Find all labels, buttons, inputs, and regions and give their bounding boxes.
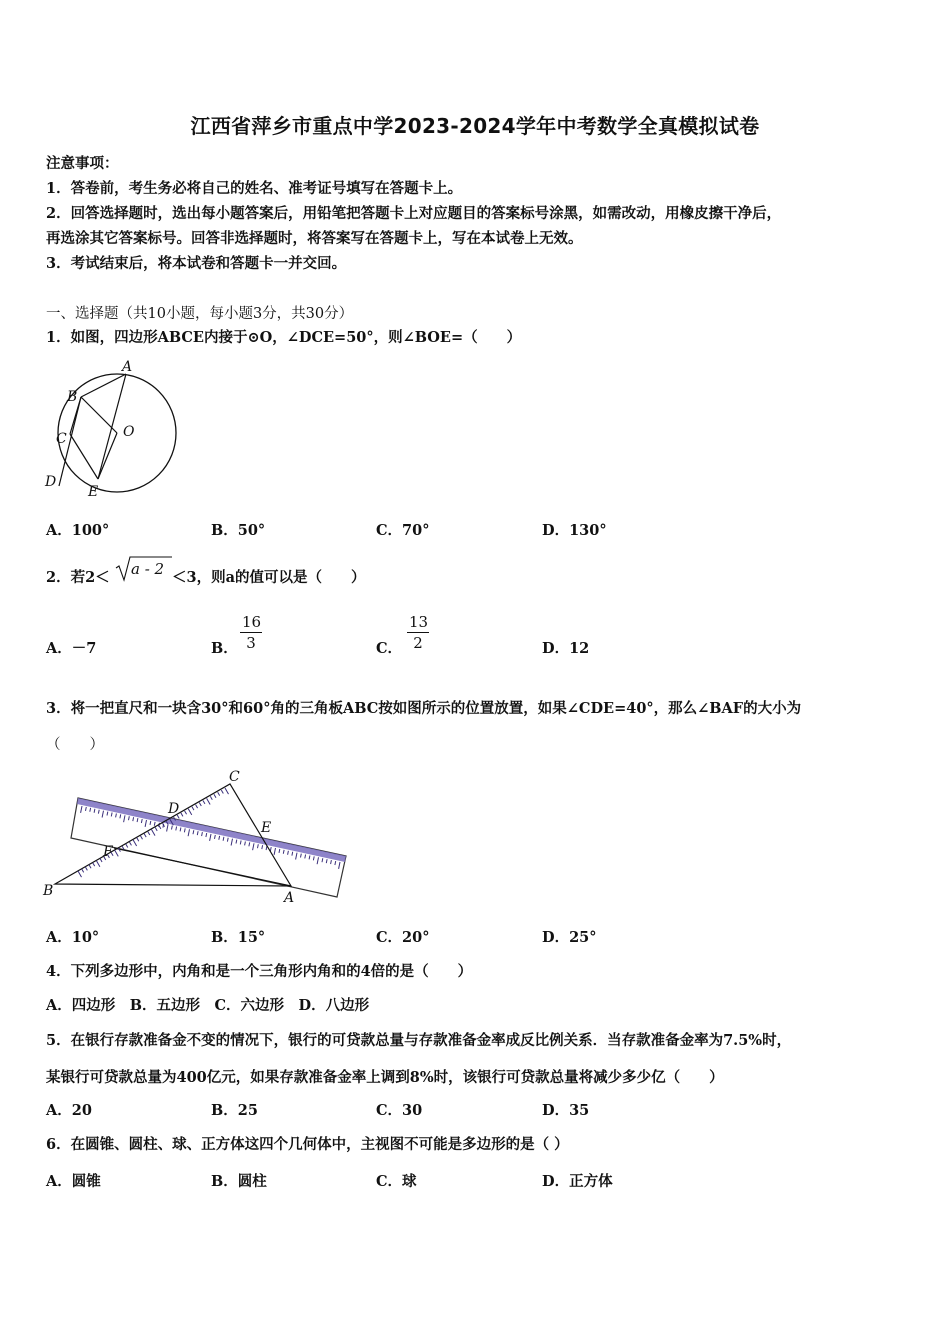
q1-label-b: B [67,389,78,405]
section-heading: 一、选择题（共10小题，每小题3分，共30分） [46,306,354,322]
ruler-tick [227,838,228,842]
q5-option-d: D．35 [542,1102,590,1119]
ruler-tick [102,811,103,818]
ruler-tick [78,871,82,877]
ruler-tick [301,854,302,858]
q3-triangle-ticks [78,788,229,877]
ruler-tick [240,841,241,845]
q1-label-c: C [56,431,67,447]
ruler-tick [193,830,194,834]
q1-label-o: O [123,424,135,440]
ruler-tick [145,820,146,827]
ruler-tick [100,859,102,862]
q2-option-b-numerator: 16 [242,613,262,631]
ruler-tick [231,839,232,846]
ruler-tick [262,845,263,849]
ruler-tick [144,834,146,837]
ruler-tick [197,831,198,835]
q1-option-c: C．70° [376,522,430,539]
ruler-tick [274,848,275,855]
ruler-tick [305,855,306,859]
ruler-tick [181,813,183,816]
q2-stem-pre: 2．若2＜ [46,569,110,586]
ruler-tick [140,836,142,839]
q4-stem: 4．下列多边形中，内角和是一个三角形内角和的4倍的是（ ） [46,963,473,980]
ruler-tick [150,821,151,825]
ruler-tick [120,814,121,818]
q3-label-c: C [229,769,240,785]
q1-label-d: D [45,474,57,490]
q1-chord-ce [70,434,98,479]
ruler-tick [207,798,211,804]
ruler-tick [155,827,157,830]
q1-radius-oe [98,433,117,479]
ruler-tick [159,825,161,828]
q3-ruler-triangle-figure [40,768,355,908]
q2-option-b-fraction [240,613,262,652]
q3-option-a: A．10° [46,929,100,946]
ruler-tick [210,834,211,841]
q5-stem-line2: 某银行可贷款总量为400亿元，如果存款准备金率上调到8%时，该银行可贷款总量将减少多少亿（ ） [46,1069,724,1086]
ruler-tick [215,835,216,839]
ruler-tick [313,856,314,860]
ruler-tick [85,867,87,870]
q2-option-c-fraction [407,613,429,652]
ruler-tick [203,800,205,803]
ruler-tick [202,832,203,836]
ruler-tick [335,861,336,865]
ruler-tick [258,844,259,848]
q5-stem-line1: 5．在银行存款准备金不变的情况下，银行的可贷款总量与存款准备金率成反比例关系．当存款准备金率为7.5%时， [46,1032,792,1049]
q6-option-d: D．正方体 [542,1173,613,1190]
ruler-tick [129,816,130,820]
ruler-tick [115,850,119,856]
ruler-tick [188,809,192,815]
ruler-tick [279,849,280,853]
ruler-tick [107,812,108,816]
q3-option-d: D．25° [542,929,597,946]
page-title: 江西省萍乡市重点中学2023-2024学年中考数学全真模拟试卷 [190,114,760,138]
q3-ruler-ticks [81,806,340,869]
ruler-tick [141,819,142,823]
ruler-tick [199,803,201,806]
notes-item: 1．答卷前，考生务必将自己的姓名、准考证号填写在答题卡上。 [46,180,463,197]
ruler-tick [221,790,223,793]
ruler-tick [339,862,340,869]
ruler-tick [210,796,212,799]
q3-option-c: C．20° [376,929,430,946]
q6-option-a: A．圆锥 [46,1173,101,1190]
ruler-tick [137,838,139,841]
ruler-tick [180,827,181,831]
ruler-tick [188,829,189,836]
ruler-tick [154,822,155,826]
ruler-tick [225,788,229,794]
ruler-tick [152,830,156,836]
ruler-tick [81,806,82,813]
q2-option-b-label: B． [211,640,238,657]
ruler-tick [219,836,220,840]
q1-circle-figure [40,358,190,503]
q2-option-c-label: C． [376,640,403,657]
ruler-tick [331,860,332,864]
notes-heading: 注意事项： [46,155,119,172]
ruler-tick [82,869,84,872]
ruler-tick [98,810,99,814]
ruler-tick [245,841,246,845]
ruler-tick [137,818,138,822]
ruler-tick [292,852,293,856]
ruler-tick [283,850,284,854]
q3-label-a: A [284,890,295,906]
ruler-tick [133,817,134,821]
ruler-tick [96,861,100,867]
q3-segment-af [114,848,291,886]
q3-label-d: D [168,801,180,817]
ruler-tick [111,813,112,817]
q3-ruler-edge [77,798,346,862]
ruler-tick [218,792,220,795]
q3-label-e: E [261,820,272,836]
ruler-tick [90,808,91,812]
notes-item: 3．考试结束后，将本试卷和答题卡一并交回。 [46,255,347,272]
q2-option-b-denominator: 3 [246,634,256,652]
ruler-tick [322,858,323,862]
ruler-tick [288,851,289,855]
ruler-tick [148,832,150,835]
q4-options: A．四边形 B．五边形 C．六边形 D．八边形 [46,997,370,1014]
ruler-tick [129,842,131,845]
ruler-tick [185,811,187,814]
q2-option-d: D．12 [542,640,590,657]
ruler-tick [309,855,310,859]
notes-item: 2．回答选择题时，选出每小题答案后，用铅笔把答题卡上对应题目的答案标号涂黑，如需改动，用橡皮擦干净后， [46,205,782,222]
q2-option-c-numerator: 13 [409,613,429,631]
q1-radius-ob [81,397,117,433]
q2-radicand: a - 2 [131,560,165,578]
q5-option-b: B．25 [211,1102,258,1119]
q3-label-b: B [43,883,54,899]
q1-stem: 1．如图，四边形ABCE内接于⊙O，∠DCE=50°，则∠BOE=（ ） [46,329,522,346]
q3-stem-line1: 3．将一把直尺和一块含30°和60°角的三角板ABC按如图所示的位置放置，如果∠CDE=40°，那么∠BAF的大小为 [46,700,802,717]
q6-stem: 6．在圆锥、圆柱、球、正方体这四个几何体中，主视图不可能是多边形的是（ ） [46,1136,569,1153]
q5-option-c: C．30 [376,1102,423,1119]
ruler-tick [236,840,237,844]
ruler-tick [266,846,267,850]
q1-label-e: E [88,484,99,500]
q5-option-a: A．20 [46,1102,92,1119]
q1-chord-ab [81,374,126,397]
ruler-tick [94,809,95,813]
q2-option-a: A．－7 [46,640,97,657]
ruler-tick [89,865,91,868]
ruler-tick [214,794,216,797]
ruler-tick [124,815,125,822]
ruler-tick [270,847,271,851]
q1-chord-ae [98,374,126,479]
ruler-tick [253,843,254,850]
ruler-tick [167,825,168,832]
q3-label-f: F [103,844,113,860]
notes-item: 再选涂其它答案标号。回答非选择题时，将答案写在答题卡上，写在本试卷上无效。 [46,230,583,247]
ruler-tick [296,853,297,860]
ruler-tick [192,807,194,810]
ruler-tick [126,844,128,847]
ruler-tick [133,840,137,846]
q3-stem-line2: （ ） [46,737,104,753]
q3-triangle [55,784,291,886]
q2-stem-post: ＜3，则a的值可以是（ ） [172,569,366,586]
ruler-tick [86,807,87,811]
ruler-tick [184,828,185,832]
ruler-tick [249,842,250,846]
ruler-tick [196,805,198,808]
q1-option-b: B．50° [211,522,266,539]
ruler-tick [176,827,177,831]
ruler-tick [116,813,117,817]
ruler-tick [93,863,95,866]
q6-option-c: C．球 [376,1173,417,1190]
ruler-tick [172,826,173,830]
q2-option-c-denominator: 2 [413,634,423,652]
ruler-tick [326,859,327,863]
ruler-tick [206,833,207,837]
ruler-tick [317,857,318,864]
ruler-tick [223,837,224,841]
q1-option-a: A．100° [46,522,110,539]
q1-option-d: D．130° [542,522,607,539]
q3-option-b: B．15° [211,929,266,946]
q6-option-b: B．圆柱 [211,1173,267,1190]
q1-label-a: A [122,359,133,375]
